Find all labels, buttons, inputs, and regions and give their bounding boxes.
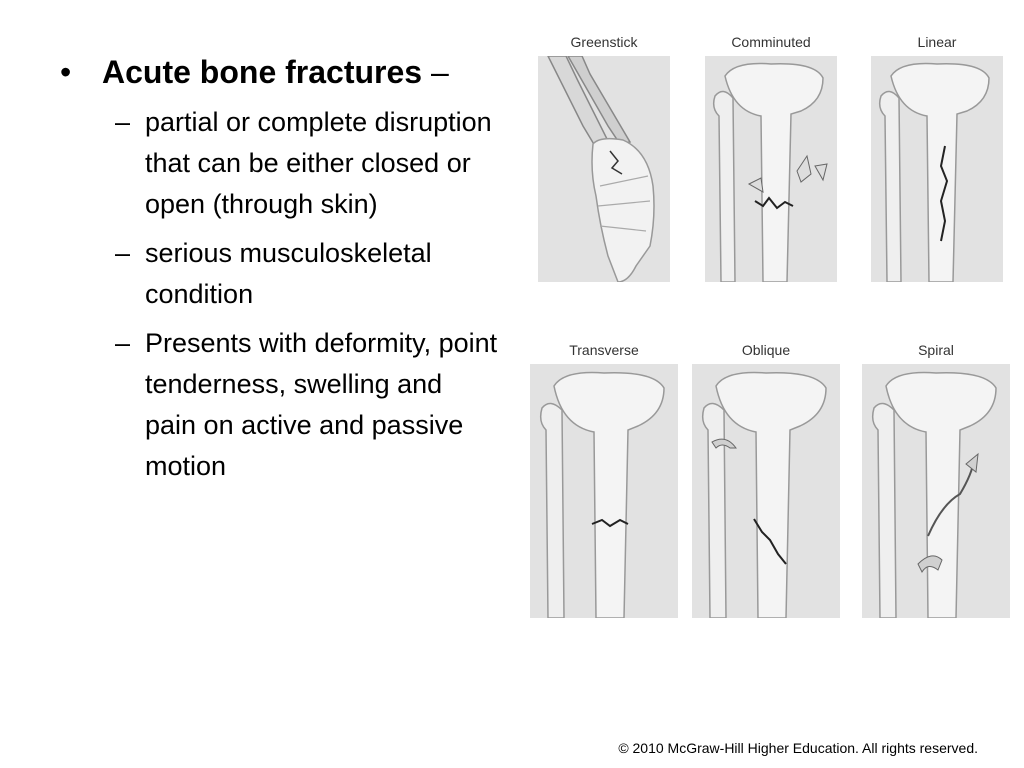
linear-illustration	[871, 56, 1003, 282]
panel-transverse	[530, 342, 678, 618]
panel-spiral	[862, 342, 1010, 618]
greenstick-illustration	[538, 56, 670, 282]
bullet-symbol: •	[60, 54, 72, 90]
sub-bullet-list	[60, 102, 500, 487]
copyright-footer: © 2010 McGraw-Hill Higher Education. All rights reserved.	[618, 740, 978, 756]
sub-bullet-text: Presents with deformity, point tenderness, swelling and pain on active and passive motion	[145, 328, 498, 481]
panel-label: Greenstick	[570, 34, 638, 50]
dash-symbol: –	[115, 107, 131, 137]
sub-bullet-text: serious musculoskeletal condition	[145, 238, 432, 309]
panel-greenstick	[538, 34, 670, 286]
comminuted-illustration	[705, 56, 837, 282]
panel-linear	[871, 34, 1003, 286]
sub-bullet-disruption	[60, 102, 500, 225]
panel-oblique	[692, 342, 840, 618]
panel-label: Oblique	[741, 342, 791, 358]
spiral-illustration	[862, 364, 1010, 618]
panel-label: Spiral	[918, 342, 954, 358]
sub-bullet-presents	[60, 323, 500, 487]
bullet-acute-bone-fractures	[60, 52, 500, 92]
oblique-illustration	[692, 364, 840, 618]
panel-label: Comminuted	[731, 34, 811, 50]
bullet-title: Acute bone fractures	[102, 54, 423, 90]
panel-label: Linear	[917, 34, 957, 50]
panel-label: Transverse	[569, 342, 639, 358]
sub-bullet-serious	[60, 233, 500, 315]
dash-symbol: –	[115, 328, 131, 358]
sub-bullet-text: partial or complete disruption that can be either closed or open (through skin)	[145, 107, 492, 219]
panel-comminuted	[705, 34, 837, 286]
fracture-types-figure	[528, 30, 1014, 630]
bullet-title-suffix: –	[422, 54, 449, 90]
text-column	[60, 52, 500, 495]
dash-symbol: –	[115, 238, 131, 268]
transverse-illustration	[530, 364, 678, 618]
